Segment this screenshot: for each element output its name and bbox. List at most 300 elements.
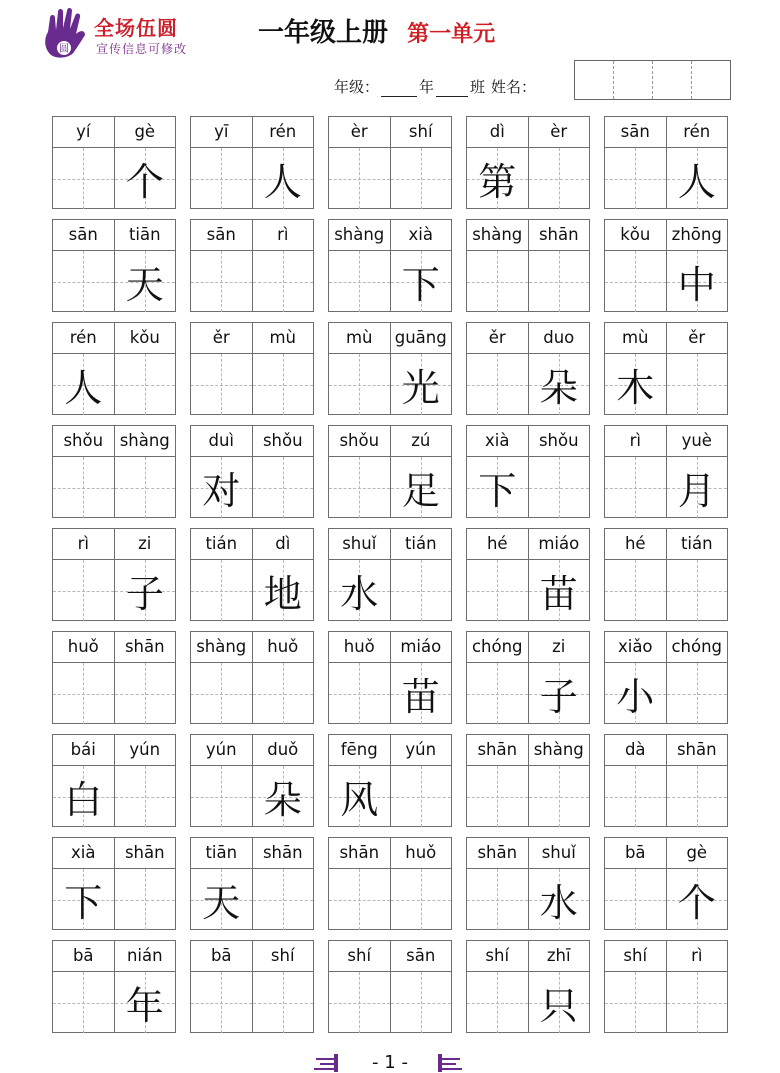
tianzige-box[interactable]: [329, 354, 391, 415]
pinyin-syllable: guāng: [394, 328, 447, 347]
left-book-icon: [312, 1054, 352, 1072]
tianzige-box[interactable]: [529, 972, 590, 1033]
character-row: [191, 148, 313, 209]
tianzige-box[interactable]: [53, 148, 115, 209]
tianzige-box[interactable]: [467, 869, 529, 930]
pinyin-row: [605, 632, 727, 663]
word-card: [52, 116, 176, 209]
pinyin-syllable: shān: [467, 838, 529, 868]
class-blank[interactable]: [436, 80, 468, 97]
pinyin-syllable: xià: [408, 225, 433, 244]
tianzige-box[interactable]: [529, 560, 590, 621]
tianzige-box[interactable]: [467, 663, 529, 724]
word-card: [328, 425, 452, 518]
hanzi-character: [605, 766, 666, 827]
hanzi-character: [329, 457, 390, 518]
hanzi-character: [191, 766, 252, 827]
pinyin-syllable: yún: [129, 740, 161, 759]
pinyin-syllable: tián: [404, 534, 437, 553]
pinyin-syllable: huǒ: [53, 632, 115, 662]
hanzi-character: 子: [125, 572, 164, 616]
page-title: [258, 12, 495, 49]
pinyin-row: [191, 323, 313, 354]
tianzige-box[interactable]: [53, 972, 115, 1033]
name-box[interactable]: [574, 60, 731, 100]
hanzi-character: 风: [340, 778, 379, 822]
pinyin-syllable: hé: [605, 529, 667, 559]
pinyin-row: [605, 220, 727, 251]
word-card: [466, 734, 590, 827]
tianzige-box[interactable]: [667, 972, 728, 1033]
word-card: [190, 116, 314, 209]
pinyin-row: [191, 838, 313, 869]
tianzige-box[interactable]: [605, 663, 667, 724]
character-row: [467, 560, 589, 621]
name-cell: [575, 61, 614, 99]
pinyin-row: [191, 941, 313, 972]
hanzi-character: 子: [539, 675, 578, 719]
right-book-icon: [432, 1054, 472, 1072]
hanzi-character: [253, 251, 314, 312]
pinyin-syllable: dì: [467, 117, 529, 147]
tianzige-box[interactable]: [329, 663, 391, 724]
tianzige-box[interactable]: [605, 972, 667, 1033]
word-card: [328, 837, 452, 930]
footer: [0, 1054, 780, 1072]
hanzi-character: [53, 663, 114, 724]
pinyin-row: [329, 941, 451, 972]
tianzige-box[interactable]: [53, 354, 115, 415]
pinyin-row: [467, 426, 589, 457]
student-info-line: [334, 76, 536, 97]
tianzige-box[interactable]: [53, 457, 115, 518]
pinyin-syllable: zi: [552, 637, 566, 656]
tianzige-box[interactable]: [667, 766, 728, 827]
tianzige-box[interactable]: [605, 354, 667, 415]
pinyin-syllable: tián: [191, 529, 253, 559]
word-card: [190, 837, 314, 930]
tianzige-box[interactable]: [529, 766, 590, 827]
tianzige-box[interactable]: [467, 560, 529, 621]
word-card: [190, 734, 314, 827]
pinyin-syllable: tiān: [191, 838, 253, 868]
hanzi-character: [667, 663, 728, 724]
pinyin-syllable: shí: [408, 122, 433, 141]
pinyin-syllable: huǒ: [267, 637, 299, 656]
hanzi-character: 水: [539, 881, 578, 925]
word-card: [466, 528, 590, 621]
word-card: [328, 219, 452, 312]
tianzige-box[interactable]: [529, 354, 590, 415]
pinyin-syllable: shǒu: [329, 426, 391, 456]
pinyin-syllable: bái: [53, 735, 115, 765]
tianzige-box[interactable]: [191, 869, 253, 930]
pinyin-syllable: hé: [467, 529, 529, 559]
word-card: [466, 322, 590, 415]
pinyin-row: [467, 323, 589, 354]
pinyin-syllable: miáo: [538, 534, 580, 553]
character-row: [191, 972, 313, 1033]
practice-grid: [52, 116, 730, 1033]
tianzige-box[interactable]: [667, 457, 728, 518]
tianzige-box[interactable]: [115, 354, 176, 415]
tianzige-box[interactable]: [191, 354, 253, 415]
pinyin-syllable: xiǎo: [605, 632, 667, 662]
pinyin-syllable: rì: [691, 946, 703, 965]
tianzige-box[interactable]: [467, 251, 529, 312]
tianzige-box[interactable]: [329, 457, 391, 518]
word-card: [328, 528, 452, 621]
hanzi-character: [191, 560, 252, 621]
hanzi-character: 中: [677, 263, 716, 307]
hanzi-character: [391, 972, 452, 1033]
hanzi-character: [253, 354, 314, 415]
hanzi-character: [115, 663, 176, 724]
character-row: [53, 251, 175, 312]
pinyin-syllable: sān: [605, 117, 667, 147]
year-label: 年: [419, 78, 435, 96]
pinyin-syllable: èr: [550, 122, 568, 141]
pinyin-syllable: rì: [53, 529, 115, 559]
tianzige-box[interactable]: [115, 560, 176, 621]
tianzige-box[interactable]: [53, 251, 115, 312]
character-row: [329, 148, 451, 209]
hanzi-character: [329, 148, 390, 209]
hanzi-character: 朵: [539, 366, 578, 410]
character-row: [329, 972, 451, 1033]
logo: [40, 8, 240, 64]
pinyin-syllable: sān: [53, 220, 115, 250]
character-row: [329, 457, 451, 518]
word-card: [328, 734, 452, 827]
pinyin-syllable: rén: [269, 122, 297, 141]
hanzi-character: [605, 457, 666, 518]
tianzige-box[interactable]: [467, 972, 529, 1033]
pinyin-syllable: shí: [467, 941, 529, 971]
pinyin-syllable: bā: [53, 941, 115, 971]
word-card: [604, 837, 728, 930]
pinyin-syllable: shàng: [119, 431, 170, 450]
character-row: [53, 869, 175, 930]
hanzi-character: [115, 766, 176, 827]
tianzige-box[interactable]: [191, 663, 253, 724]
tianzige-box[interactable]: [191, 148, 253, 209]
word-card: [604, 734, 728, 827]
tianzige-box[interactable]: [329, 148, 391, 209]
tianzige-box[interactable]: [391, 869, 452, 930]
character-row: [191, 663, 313, 724]
hanzi-character: [253, 972, 314, 1033]
tianzige-box[interactable]: [667, 869, 728, 930]
word-card: [328, 322, 452, 415]
hanzi-character: [605, 972, 666, 1033]
hanzi-character: 人: [677, 160, 716, 204]
pinyin-syllable: mù: [329, 323, 391, 353]
pinyin-syllable: shuǐ: [329, 529, 391, 559]
pinyin-row: [53, 323, 175, 354]
pinyin-syllable: shān: [124, 637, 165, 656]
word-card: [466, 631, 590, 724]
tianzige-box[interactable]: [391, 251, 452, 312]
tianzige-box[interactable]: [115, 148, 176, 209]
tianzige-box[interactable]: [53, 869, 115, 930]
tianzige-box[interactable]: [329, 869, 391, 930]
tianzige-box[interactable]: [115, 457, 176, 518]
tianzige-box[interactable]: [529, 869, 590, 930]
tianzige-box[interactable]: [329, 972, 391, 1033]
tianzige-box[interactable]: [605, 766, 667, 827]
pinyin-row: [53, 426, 175, 457]
hanzi-character: [53, 251, 114, 312]
tianzige-box[interactable]: [253, 869, 314, 930]
pinyin-syllable: xià: [53, 838, 115, 868]
tianzige-box[interactable]: [191, 251, 253, 312]
word-card: [328, 116, 452, 209]
hanzi-character: [253, 663, 314, 724]
word-card: [604, 219, 728, 312]
pinyin-syllable: ěr: [191, 323, 253, 353]
tianzige-box[interactable]: [529, 457, 590, 518]
tianzige-box[interactable]: [191, 766, 253, 827]
pinyin-row: [53, 220, 175, 251]
pinyin-row: [191, 529, 313, 560]
hanzi-character: [605, 560, 666, 621]
tianzige-box[interactable]: [391, 560, 452, 621]
hanzi-character: 对: [202, 469, 241, 513]
word-card: [466, 116, 590, 209]
class-label: 班: [470, 78, 486, 96]
pinyin-row: [329, 632, 451, 663]
character-row: [329, 766, 451, 827]
pinyin-row: [191, 632, 313, 663]
pinyin-syllable: shí: [329, 941, 391, 971]
pinyin-row: [53, 838, 175, 869]
pinyin-row: [329, 426, 451, 457]
pinyin-syllable: tiān: [128, 225, 161, 244]
tianzige-box[interactable]: [329, 560, 391, 621]
hanzi-character: 水: [340, 572, 379, 616]
character-row: [467, 972, 589, 1033]
hanzi-character: 苗: [539, 572, 578, 616]
word-card: [190, 631, 314, 724]
tianzige-box[interactable]: [605, 251, 667, 312]
tianzige-box[interactable]: [191, 457, 253, 518]
tianzige-box[interactable]: [529, 148, 590, 209]
pinyin-row: [605, 323, 727, 354]
tianzige-box[interactable]: [391, 148, 452, 209]
tianzige-box[interactable]: [391, 354, 452, 415]
hanzi-character: 地: [263, 572, 302, 616]
tianzige-box[interactable]: [467, 766, 529, 827]
pinyin-syllable: bā: [191, 941, 253, 971]
character-row: [605, 251, 727, 312]
word-card: [604, 116, 728, 209]
tianzige-box[interactable]: [115, 869, 176, 930]
word-card: [604, 631, 728, 724]
pinyin-syllable: kǒu: [129, 328, 160, 347]
character-row: [329, 251, 451, 312]
hanzi-character: [529, 457, 590, 518]
tianzige-box[interactable]: [53, 766, 115, 827]
pinyin-row: [467, 941, 589, 972]
pinyin-syllable: dì: [275, 534, 291, 553]
character-row: [467, 457, 589, 518]
hanzi-character: [667, 766, 728, 827]
hanzi-character: [53, 972, 114, 1033]
tianzige-box[interactable]: [253, 457, 314, 518]
pinyin-syllable: mù: [605, 323, 667, 353]
tianzige-box[interactable]: [605, 869, 667, 930]
pinyin-row: [605, 735, 727, 766]
hanzi-character: [605, 869, 666, 930]
tianzige-box[interactable]: [667, 251, 728, 312]
tianzige-box[interactable]: [191, 560, 253, 621]
hanzi-character: [53, 457, 114, 518]
hanzi-character: [115, 869, 176, 930]
tianzige-box[interactable]: [605, 560, 667, 621]
hanzi-character: 光: [401, 366, 440, 410]
tianzige-box[interactable]: [115, 972, 176, 1033]
hanzi-character: [191, 972, 252, 1033]
tianzige-box[interactable]: [391, 766, 452, 827]
tianzige-box[interactable]: [667, 148, 728, 209]
character-row: [191, 766, 313, 827]
hanzi-character: [467, 560, 528, 621]
pinyin-row: [329, 735, 451, 766]
pinyin-row: [53, 632, 175, 663]
tianzige-box[interactable]: [53, 663, 115, 724]
hanzi-character: [467, 869, 528, 930]
hanzi-character: [667, 560, 728, 621]
pinyin-syllable: miáo: [400, 637, 442, 656]
word-card: [52, 631, 176, 724]
logo-subtitle: 宣传信息可修改: [96, 42, 188, 56]
tianzige-box[interactable]: [467, 148, 529, 209]
word-card: [190, 219, 314, 312]
word-card: [52, 425, 176, 518]
pinyin-row: [53, 117, 175, 148]
pinyin-syllable: sān: [406, 946, 436, 965]
hanzi-character: 人: [64, 366, 103, 410]
tianzige-box[interactable]: [253, 766, 314, 827]
tianzige-box[interactable]: [191, 972, 253, 1033]
tianzige-box[interactable]: [605, 457, 667, 518]
pinyin-syllable: yuè: [681, 431, 712, 450]
hanzi-character: [329, 869, 390, 930]
tianzige-box[interactable]: [329, 766, 391, 827]
tianzige-box[interactable]: [667, 560, 728, 621]
tianzige-box[interactable]: [605, 148, 667, 209]
character-row: [191, 869, 313, 930]
hanzi-character: [391, 766, 452, 827]
tianzige-box[interactable]: [667, 663, 728, 724]
pinyin-syllable: shān: [124, 843, 165, 862]
tianzige-box[interactable]: [115, 663, 176, 724]
character-row: [329, 663, 451, 724]
character-row: [605, 457, 727, 518]
tianzige-box[interactable]: [529, 663, 590, 724]
tianzige-box[interactable]: [253, 972, 314, 1033]
hanzi-character: [467, 972, 528, 1033]
hanzi-character: 小: [616, 675, 655, 719]
character-row: [467, 148, 589, 209]
hanzi-character: [253, 869, 314, 930]
pinyin-syllable: mù: [269, 328, 297, 347]
tianzige-box[interactable]: [391, 663, 452, 724]
word-card: [328, 940, 452, 1033]
pinyin-syllable: yí: [53, 117, 115, 147]
tianzige-box[interactable]: [253, 354, 314, 415]
pinyin-syllable: ěr: [688, 328, 706, 347]
tianzige-box[interactable]: [253, 148, 314, 209]
pinyin-syllable: shí: [605, 941, 667, 971]
pinyin-syllable: shǒu: [53, 426, 115, 456]
pinyin-row: [191, 220, 313, 251]
tianzige-box[interactable]: [529, 251, 590, 312]
pinyin-row: [467, 735, 589, 766]
grade-label: 年级：: [334, 78, 380, 96]
pinyin-syllable: shàng: [467, 220, 529, 250]
hanzi-character: [529, 148, 590, 209]
pinyin-row: [53, 735, 175, 766]
word-card: [466, 940, 590, 1033]
hanzi-character: 下: [478, 469, 517, 513]
pinyin-syllable: yún: [405, 740, 437, 759]
pinyin-syllable: huǒ: [329, 632, 391, 662]
word-card: [52, 734, 176, 827]
pinyin-row: [467, 838, 589, 869]
hanzi-character: 人: [263, 160, 302, 204]
tianzige-box[interactable]: [391, 972, 452, 1033]
name-cell: [614, 61, 653, 99]
hanzi-character: [667, 972, 728, 1033]
pinyin-syllable: shān: [262, 843, 303, 862]
logo-badge-text: 圆: [59, 44, 69, 55]
character-row: [329, 560, 451, 621]
word-card: [190, 425, 314, 518]
character-row: [191, 354, 313, 415]
tianzige-box[interactable]: [115, 251, 176, 312]
tianzige-box[interactable]: [667, 354, 728, 415]
tianzige-box[interactable]: [115, 766, 176, 827]
tianzige-box[interactable]: [329, 251, 391, 312]
pinyin-row: [467, 220, 589, 251]
tianzige-box[interactable]: [253, 663, 314, 724]
tianzige-box[interactable]: [253, 251, 314, 312]
hanzi-character: 月: [677, 469, 716, 513]
tianzige-box[interactable]: [467, 354, 529, 415]
tianzige-box[interactable]: [53, 560, 115, 621]
hanzi-character: [667, 354, 728, 415]
hanzi-character: [329, 354, 390, 415]
pinyin-row: [191, 735, 313, 766]
character-row: [467, 354, 589, 415]
pinyin-syllable: zhōng: [671, 225, 722, 244]
pinyin-row: [605, 426, 727, 457]
hanzi-character: [529, 766, 590, 827]
character-row: [605, 560, 727, 621]
hanzi-character: [391, 148, 452, 209]
tianzige-box[interactable]: [467, 457, 529, 518]
pinyin-row: [191, 117, 313, 148]
name-label: 姓名：: [491, 78, 537, 96]
tianzige-box[interactable]: [253, 560, 314, 621]
tianzige-box[interactable]: [391, 457, 452, 518]
grade-blank[interactable]: [381, 80, 417, 97]
character-row: [467, 766, 589, 827]
hanzi-character: [191, 663, 252, 724]
hanzi-character: [529, 251, 590, 312]
